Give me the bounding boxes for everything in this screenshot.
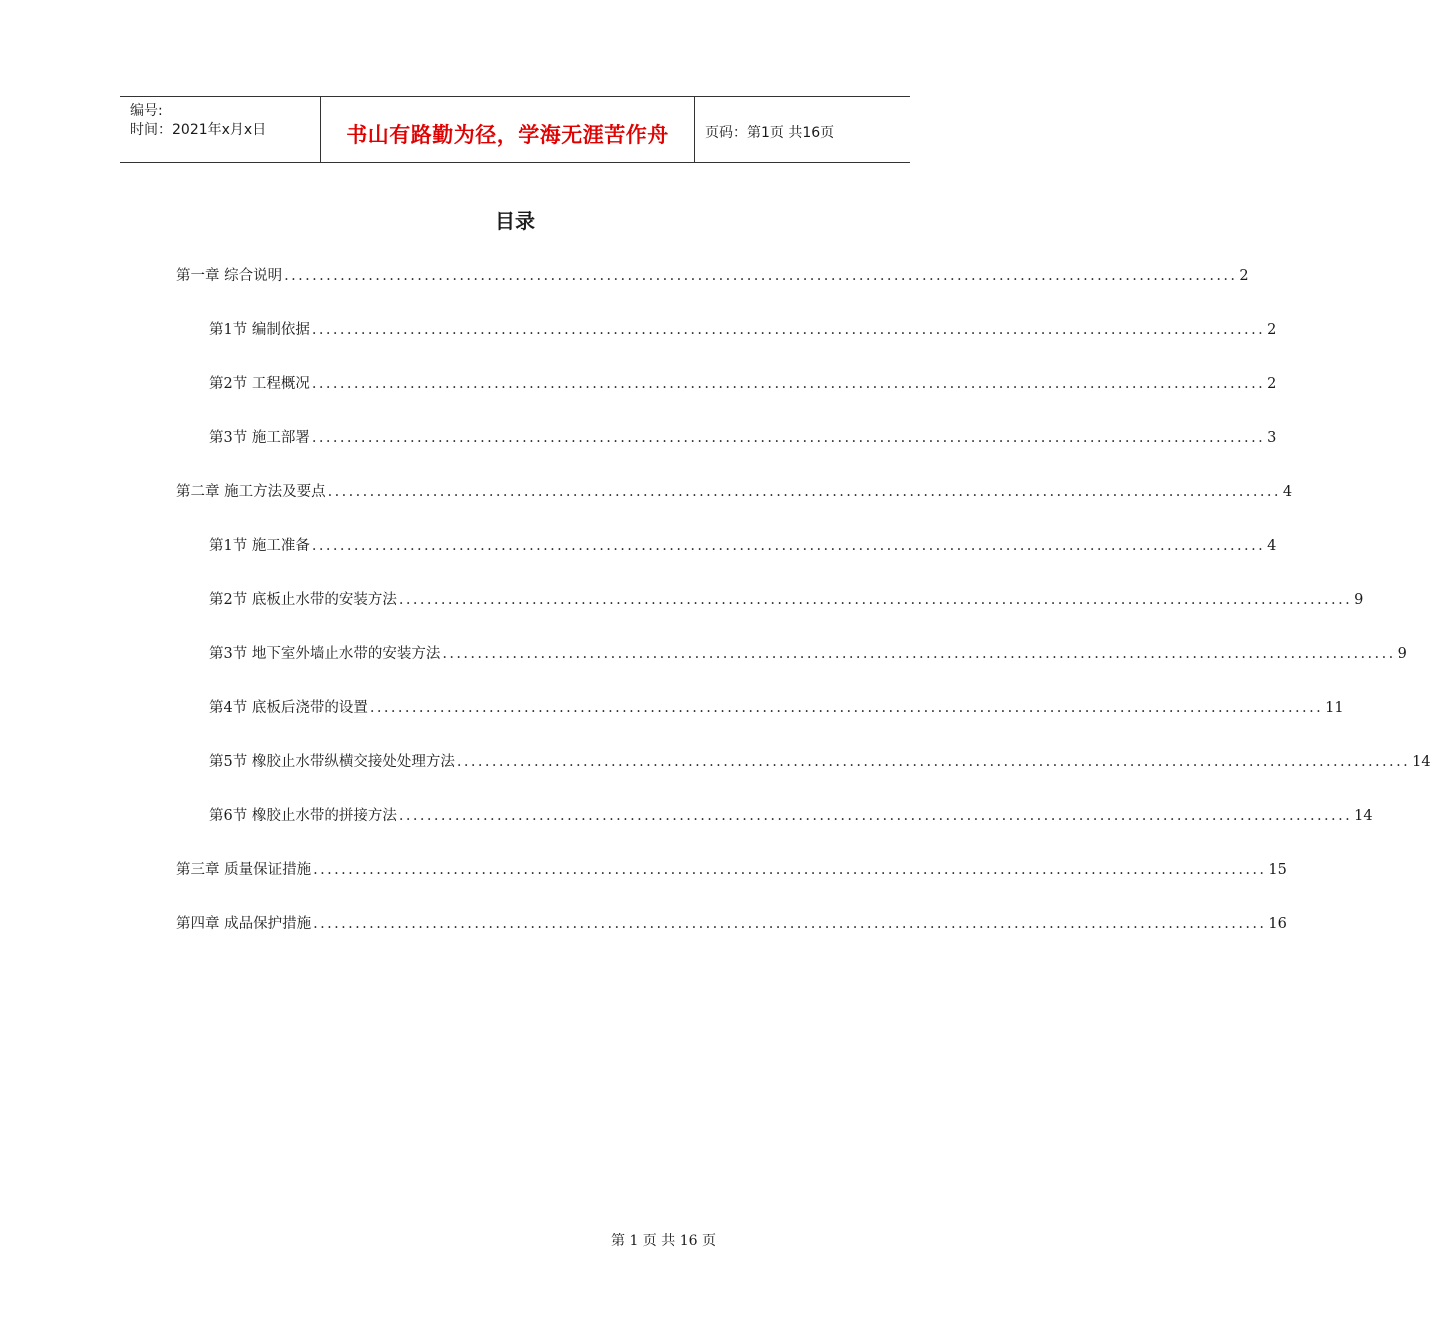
toc-entry-label: 第2节 底板止水带的安装方法: [209, 592, 397, 608]
toc-entry-page: 2: [1267, 376, 1277, 392]
toc-entry-chapter-2[interactable]: [176, 481, 1293, 503]
toc-dot-leader: ........................................................................................................................................: [456, 754, 1411, 770]
toc-dot-leader: ........................................................................................................................................: [311, 376, 1266, 392]
toc-entry-label: 第4节 底板后浇带的设置: [209, 700, 368, 716]
toc-entry-page: 9: [1354, 592, 1364, 608]
toc-dot-leader: ........................................................................................................................................: [284, 268, 1238, 284]
toc-entry-section-2-4[interactable]: [209, 697, 1344, 719]
toc-dot-leader: ........................................................................................................................................: [311, 538, 1266, 554]
toc-dot-leader: ........................................................................................................................................: [311, 430, 1266, 446]
toc-dot-leader: ........................................................................................................................................: [398, 592, 1353, 608]
toc-entry-section-2-3[interactable]: [209, 643, 1407, 665]
toc-entry-chapter-4[interactable]: [176, 913, 1287, 935]
toc-title: 目录: [495, 209, 535, 233]
toc-dot-leader: ........................................................................................................................................: [442, 646, 1396, 662]
toc-entry-chapter-1[interactable]: [176, 265, 1249, 287]
toc-entry-section-2-1[interactable]: [209, 535, 1277, 557]
toc-entry-label: 第四章 成品保护措施: [176, 916, 312, 932]
time-label: 时间：2021年x月x日: [130, 122, 267, 138]
toc-entry-label: 第3节 施工部署: [209, 430, 310, 446]
toc-dot-leader: ........................................................................................................................................: [311, 322, 1266, 338]
toc-entry-section-2-6[interactable]: [209, 805, 1373, 827]
toc-dot-leader: ........................................................................................................................................: [327, 484, 1281, 500]
toc-entry-page: 11: [1325, 700, 1344, 716]
toc-entry-page: 14: [1412, 754, 1431, 770]
toc-entry-page: 15: [1268, 862, 1287, 878]
toc-entry-label: 第1节 编制依据: [209, 322, 310, 338]
toc-entry-page: 16: [1268, 916, 1287, 932]
toc-entry-label: 第二章 施工方法及要点: [176, 484, 326, 500]
toc-entry-label: 第2节 工程概况: [209, 376, 310, 392]
toc-dot-leader: ........................................................................................................................................: [369, 700, 1324, 716]
page-footer: 第 1 页 共 16 页: [611, 1233, 716, 1249]
toc-entry-label: 第5节 橡胶止水带纵横交接处处理方法: [209, 754, 455, 770]
toc-dot-leader: ........................................................................................................................................: [313, 862, 1267, 878]
toc-entry-page: 9: [1397, 646, 1407, 662]
toc-dot-leader: ........................................................................................................................................: [313, 916, 1267, 932]
toc-entry-label: 第三章 质量保证措施: [176, 862, 312, 878]
toc-entry-page: 2: [1239, 268, 1249, 284]
toc-entry-section-2-5[interactable]: [209, 751, 1431, 773]
toc-entry-label: 第一章 综合说明: [176, 268, 283, 284]
toc-entry-page: 4: [1282, 484, 1293, 500]
serial-number-label: 编号:: [130, 103, 163, 119]
toc-entry-label: 第1节 施工准备: [209, 538, 310, 554]
toc-entry-page: 3: [1267, 430, 1277, 446]
toc-entry-label: 第3节 地下室外墙止水带的安装方法: [209, 646, 441, 662]
toc-entry-section-1-3[interactable]: [209, 427, 1277, 449]
page-code: 页码：第1页 共16页: [705, 125, 835, 141]
toc-entry-page: 2: [1267, 322, 1277, 338]
toc-entry-page: 14: [1354, 808, 1373, 824]
toc-entry-section-1-1[interactable]: [209, 319, 1277, 341]
toc-entry-chapter-3[interactable]: [176, 859, 1287, 881]
toc-entry-page: 4: [1267, 538, 1277, 554]
motto-text: 书山有路勤为径，学海无涯苦作舟: [346, 123, 669, 147]
toc-entry-label: 第6节 橡胶止水带的拼接方法: [209, 808, 397, 824]
toc-entry-section-2-2[interactable]: [209, 589, 1364, 611]
toc-dot-leader: ........................................................................................................................................: [398, 808, 1353, 824]
toc-entry-section-1-2[interactable]: [209, 373, 1277, 395]
